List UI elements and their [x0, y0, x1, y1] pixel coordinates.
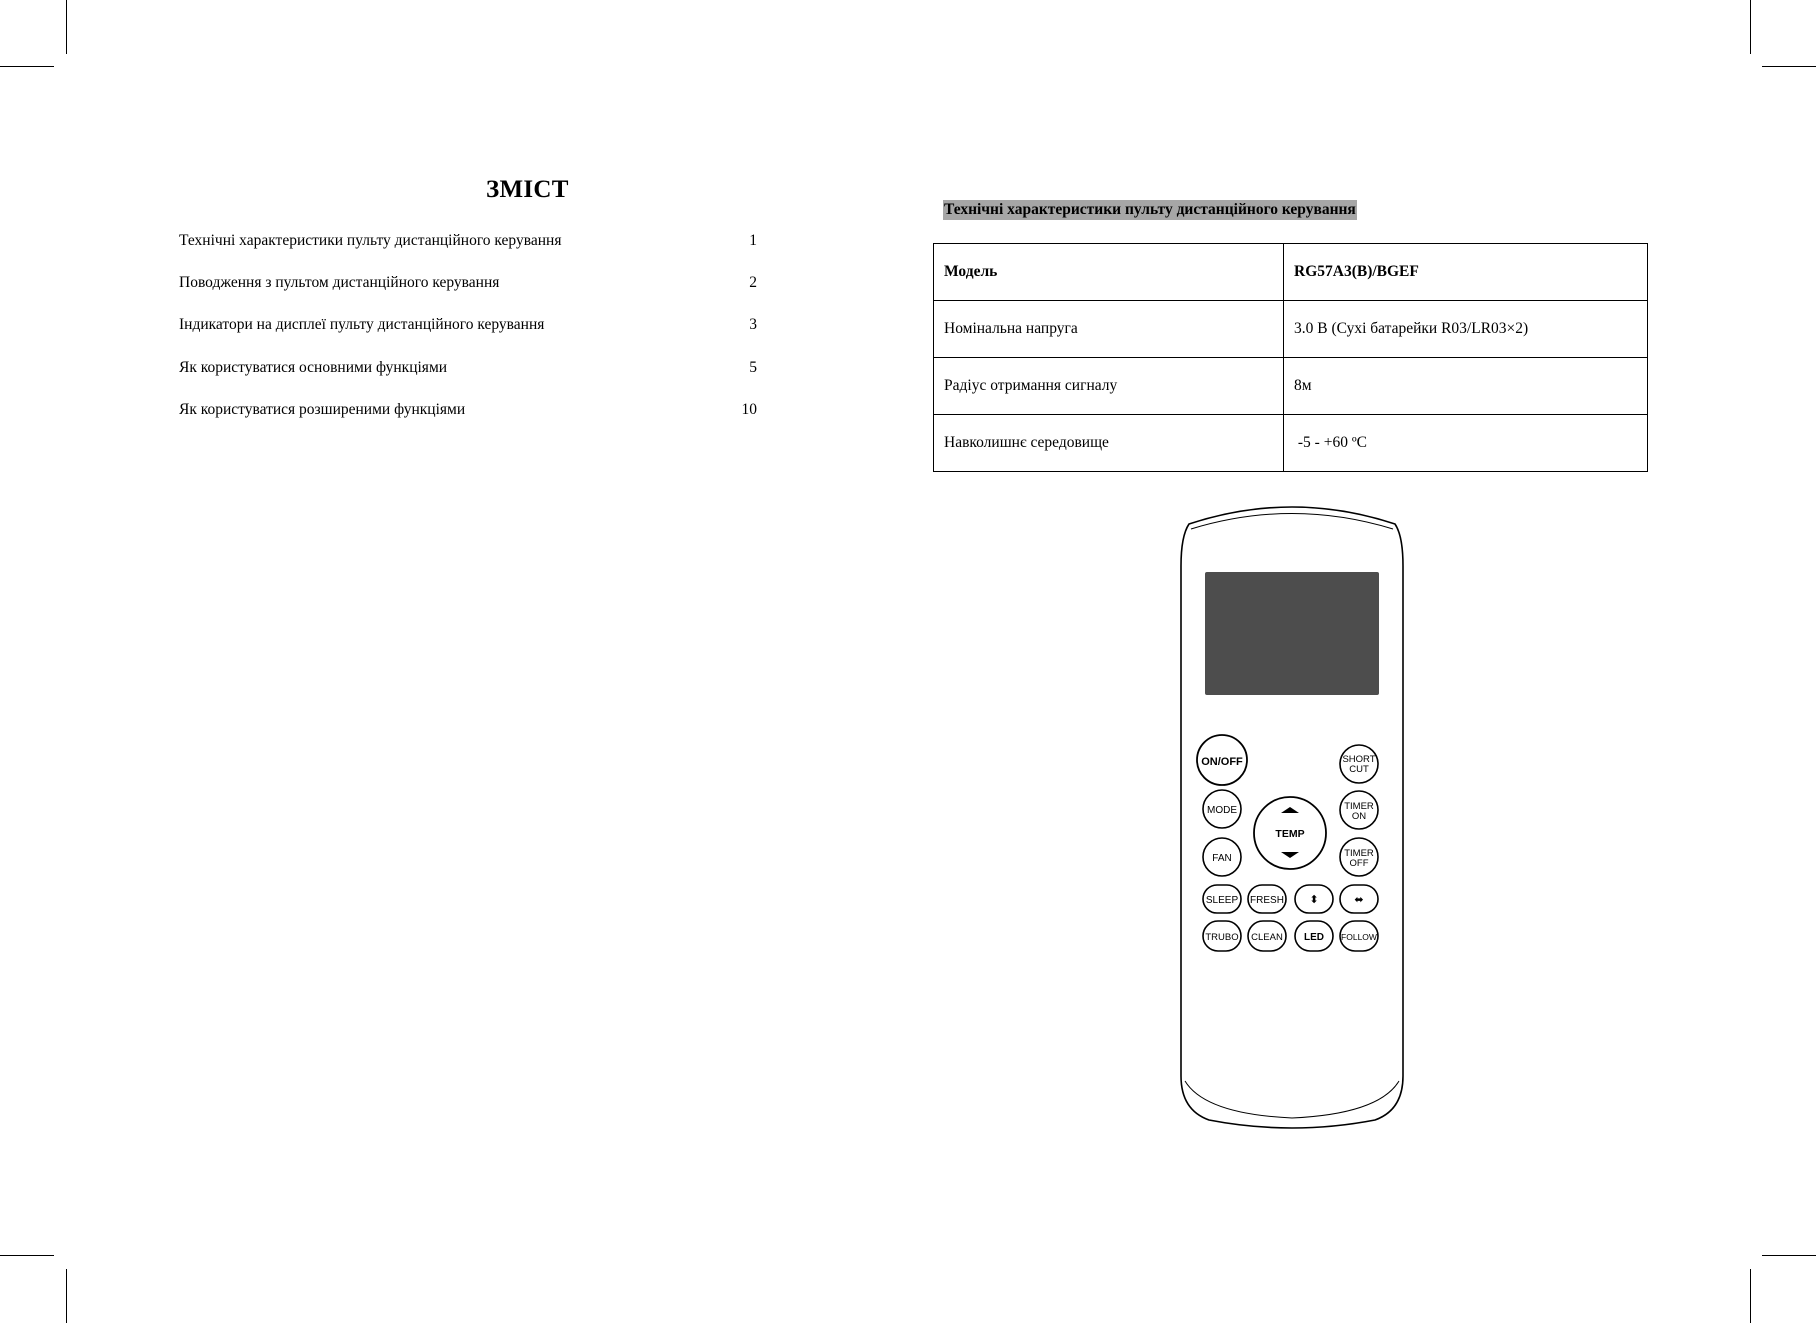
timer-on-label-line1: TIMER — [1344, 801, 1374, 812]
spec-table — [933, 243, 1648, 472]
remote-control-drawing — [1175, 496, 1409, 1131]
spec-label: Радіус отримання сигналу — [934, 358, 1284, 415]
table-row — [934, 301, 1648, 358]
led-label: LED — [1304, 932, 1324, 943]
spec-value: 8м — [1284, 358, 1648, 415]
toc-item-page: 1 — [749, 232, 757, 249]
crop-mark — [0, 66, 54, 67]
crop-mark — [1750, 0, 1751, 54]
crop-mark — [66, 0, 67, 54]
crop-mark — [1750, 1269, 1751, 1323]
spec-value: RG57A3(B)/BGEF — [1284, 244, 1648, 301]
spec-value: 3.0 В (Сухі батарейки R03/LR03×2) — [1284, 301, 1648, 358]
led-button[interactable] — [1295, 921, 1333, 951]
toc-item-page: 2 — [749, 274, 757, 291]
toc-item-text: Як користуватися розширеними функціями — [179, 401, 466, 418]
remote-control-illustration — [1175, 496, 1409, 1131]
timer-on-label-line2: ON — [1351, 811, 1367, 822]
timer-off-label-line2: OFF — [1349, 858, 1369, 869]
trubo-button[interactable] — [1203, 921, 1241, 951]
short-cut-label-line2: CUT — [1349, 764, 1369, 775]
short-cut-label-line1: SHORT — [1342, 754, 1376, 765]
on-off-button[interactable] — [1197, 735, 1247, 785]
sleep-button[interactable] — [1203, 885, 1241, 913]
trubo-label: TRUBO — [1205, 932, 1239, 943]
mode-button[interactable] — [1203, 790, 1241, 828]
timer-off-button[interactable] — [1340, 838, 1378, 876]
toc-item — [179, 316, 757, 338]
swing-horizontal-icon: ⬌ — [1354, 894, 1364, 906]
toc-item-page: 10 — [741, 401, 757, 418]
timer-on-button[interactable] — [1340, 791, 1378, 829]
follow-label: FOLLOW — [1341, 932, 1377, 942]
table-row — [934, 358, 1648, 415]
swing-vertical-button[interactable] — [1295, 885, 1333, 913]
table-row — [934, 415, 1648, 472]
sleep-label: SLEEP — [1205, 895, 1239, 906]
temp-rocker-button[interactable] — [1254, 797, 1326, 869]
fan-label: FAN — [1212, 853, 1232, 864]
on-off-label: ON/OFF — [1201, 756, 1243, 768]
fresh-button[interactable] — [1248, 885, 1286, 913]
spec-heading: Технічні характеристики пульту дистанційного керування — [944, 201, 1356, 218]
crop-mark — [66, 1269, 67, 1323]
timer-off-label-line1: TIMER — [1344, 848, 1374, 859]
toc-item-text: Технічні характеристики пульту дистанційного керування — [179, 232, 562, 249]
spec-label: Номінальна напруга — [934, 301, 1284, 358]
spec-label: Навколишнє середовище — [934, 415, 1284, 472]
temp-label: TEMP — [1275, 828, 1305, 840]
swing-vertical-icon: ⬍ — [1309, 894, 1319, 906]
clean-label: CLEAN — [1251, 932, 1283, 943]
display-screen — [1205, 572, 1379, 695]
fresh-label: FRESH — [1250, 895, 1284, 906]
toc-item-text: Індикатори на дисплеї пульту дистанційного керування — [179, 316, 545, 333]
toc-item-text: Поводження з пультом дистанційного керування — [179, 274, 500, 291]
toc-item — [179, 232, 757, 254]
fan-button[interactable] — [1203, 838, 1241, 876]
mode-label: MODE — [1207, 805, 1237, 816]
toc-item-page: 3 — [749, 316, 757, 333]
short-cut-button[interactable] — [1340, 745, 1378, 783]
toc-item — [179, 401, 757, 423]
toc-title: ЗМІСТ — [486, 176, 569, 203]
crop-mark — [0, 1255, 54, 1256]
toc-item-page: 5 — [749, 359, 757, 376]
follow-button[interactable] — [1340, 921, 1378, 951]
crop-mark — [1762, 1255, 1816, 1256]
clean-button[interactable] — [1248, 921, 1286, 951]
toc-item — [179, 274, 757, 296]
spec-label: Модель — [934, 244, 1284, 301]
toc-item — [179, 359, 757, 381]
table-row — [934, 244, 1648, 301]
toc-item-text: Як користуватися основними функціями — [179, 359, 448, 376]
swing-horizontal-button[interactable] — [1340, 885, 1378, 913]
crop-mark — [1762, 66, 1816, 67]
spec-value: -5 - +60 ºC — [1284, 415, 1648, 472]
